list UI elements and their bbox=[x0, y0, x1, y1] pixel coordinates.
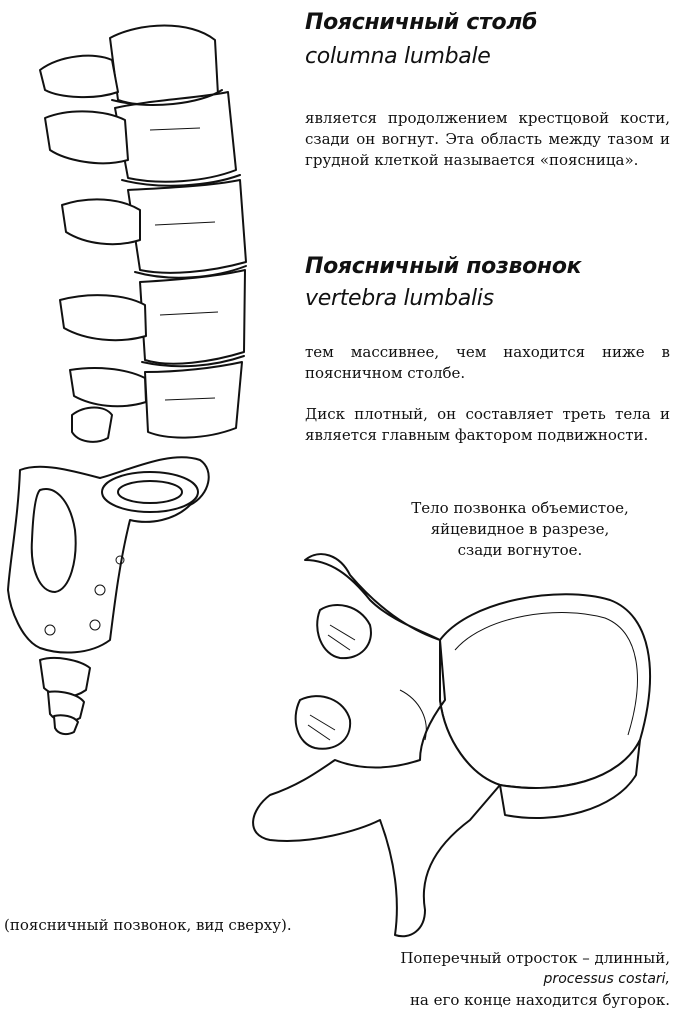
section2-text1: тем массивнее, чем находится ниже в поясничном столбе. bbox=[305, 343, 670, 382]
section2-title-ru: Поясничный позвонок bbox=[305, 254, 582, 279]
vertebra-top-view-drawing bbox=[253, 554, 650, 936]
sacrum-drawing bbox=[8, 457, 209, 734]
lumbar-column-drawing bbox=[40, 26, 246, 442]
body-caption-line1: Тело позвонка объемистое, bbox=[411, 499, 629, 517]
section1-text: является продолжением крестцовой кости, сзади он вогнут. Эта область между тазом и грудной клеткой называется «поясница». bbox=[305, 109, 670, 169]
section2-text2: Диск плотный, он составляет треть тела и является главным фактором подвижности. bbox=[305, 405, 670, 444]
process-caption bbox=[370, 948, 670, 1011]
process-caption-line3: на его конце находится бугорок. bbox=[409, 991, 670, 1009]
section2-title-lat: vertebra lumbalis bbox=[305, 286, 494, 311]
section1-title-ru: Поясничный столб bbox=[305, 10, 538, 35]
body-caption-line3: сзади вогнутое. bbox=[457, 541, 583, 559]
process-caption-line1: Поперечный отросток – длинный, bbox=[400, 949, 670, 967]
view-caption: (поясничный позвонок, вид сверху). bbox=[4, 916, 292, 934]
process-caption-line2: processus costari, bbox=[543, 971, 670, 987]
body-caption bbox=[395, 498, 645, 561]
body-caption-line2: яйцевидное в разрезе, bbox=[430, 520, 610, 538]
section1-title-lat: columna lumbale bbox=[305, 44, 491, 69]
